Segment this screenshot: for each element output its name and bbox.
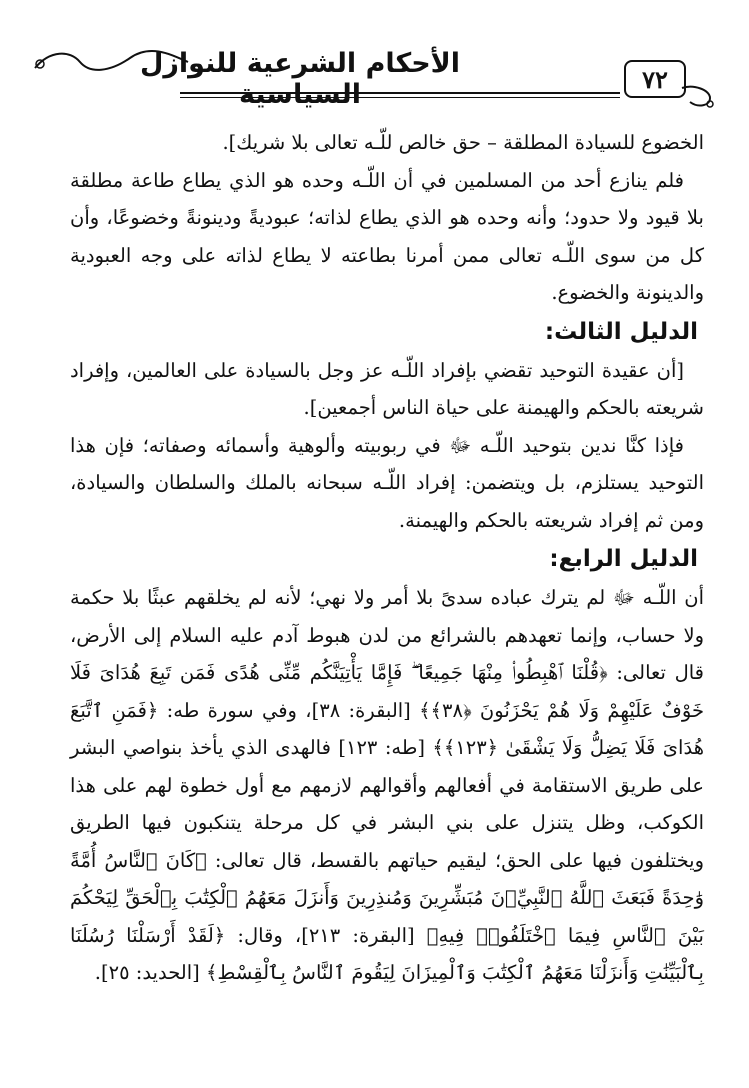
paragraph: أن اللّـه ﷻ لم يترك عباده سدىً بلا أمر ولا نهي؛ لأنه لم يخلقهم عبثًا بلا حكمة ولا حساب، وإنما تعهدهم بالشرائع من لدن هبوط آدم عليه السلام إلى الأرض، قال تعالى: ﴿قُلْنَا ٱهْبِطُوا۟ مِنْهَا جَمِيعًا ۖ فَإِمَّا يَأْتِيَنَّكُم مِّنِّى هُدًى فَمَن تَبِعَ هُدَاىَ فَلَا خَوْفٌ عَلَيْهِمْ وَلَا هُمْ يَحْزَنُونَ ﴿٣٨﴾﴾ [البقرة: ٣٨]، وفي سورة طه: ﴿فَمَنِ ٱتَّبَعَ هُدَاىَ فَلَا يَضِلُّ وَلَا يَشْقَىٰ ﴿١٢٣﴾﴾ [طه: ١٢٣] فالهدى الذي يأخذ بنواصي البشر على طريق الاستقامة في أفعالهم وأقوالهم لازمهم مع أول خطوة لهم على هذا الكوكب، وظل يتنزل على بني البشر في كل مرحلة يتنكبون فيها الطريق ويختلفون فيها على الحق؛ ليقيم حياتهم بالقسط، قال تعالى: ﴿كَانَ ٱلنَّاسُ أُمَّةً وَٰحِدَةً فَبَعَثَ ٱللَّهُ ٱلنَّبِيِّۦنَ مُبَشِّرِينَ وَمُنذِرِينَ وَأَنزَلَ مَعَهُمُ ٱلْكِتَٰبَ بِٱلْحَقِّ لِيَحْكُمَ بَيْنَ ٱلنَّاسِ فِيمَا ٱخْتَلَفُوا۟ فِيهِ﴾ [البقرة: ٢١٣]، وقال: ﴿لَقَدْ أَرْسَلْنَا رُسُلَنَا بِٱلْبَيِّنَٰتِ وَأَنزَلْنَا مَعَهُمُ ٱلْكِتَٰبَ وَٱلْمِيزَانَ لِيَقُومَ ٱلنَّاسُ بِٱلْقِسْطِ﴾ [الحديد: ٢٥]. [70, 586, 704, 984]
paragraph: [أن عقيدة التوحيد تقضي بإفراد اللّـه عز وجل بالسيادة على العالمين، وإفراد شريعته بالحكم والهيمنة على حياة الناس أجمعين]. [70, 358, 704, 419]
paragraph: فإذا كنَّا ندين بتوحيد اللّـه ﷻ في ربوبيته وألوهية وأسمائه وصفاته؛ فإن هذا التوحيد يستلزم، بل ويتضمن: إفراد اللّـه سبحانه بالملك والسلطان والسيادة، ومن ثم إفراد شريعته بالحكم والهيمنة. [70, 433, 704, 532]
paragraph: الخضوع للسيادة المطلقة – حق خالص للّـه تعالى بلا شريك]. [222, 131, 704, 154]
page-body [70, 124, 704, 992]
page-number: ٧٢ [624, 60, 686, 98]
section-heading: الدليل الثالث: [544, 318, 698, 345]
running-title: الأحكام الشرعية للنوازل السياسية [139, 48, 461, 110]
right-flourish-icon [680, 84, 720, 110]
paragraph: فلم ينازع أحد من المسلمين في أن اللّـه وحده هو الذي يطاع طاعة مطلقة بلا قيود ولا حدود؛ وأنه وحده هو الذي يطاع لذاته؛ عبوديةً ودينونةً وخضوعًا، وأن كل من سوى اللّـه تعالى ممن أمرنا بطاعته لا يطاع لذاته على وجه العبودية والدينونة والخضوع. [70, 168, 704, 304]
page-header [30, 40, 720, 110]
section-heading: الدليل الرابع: [549, 546, 698, 572]
